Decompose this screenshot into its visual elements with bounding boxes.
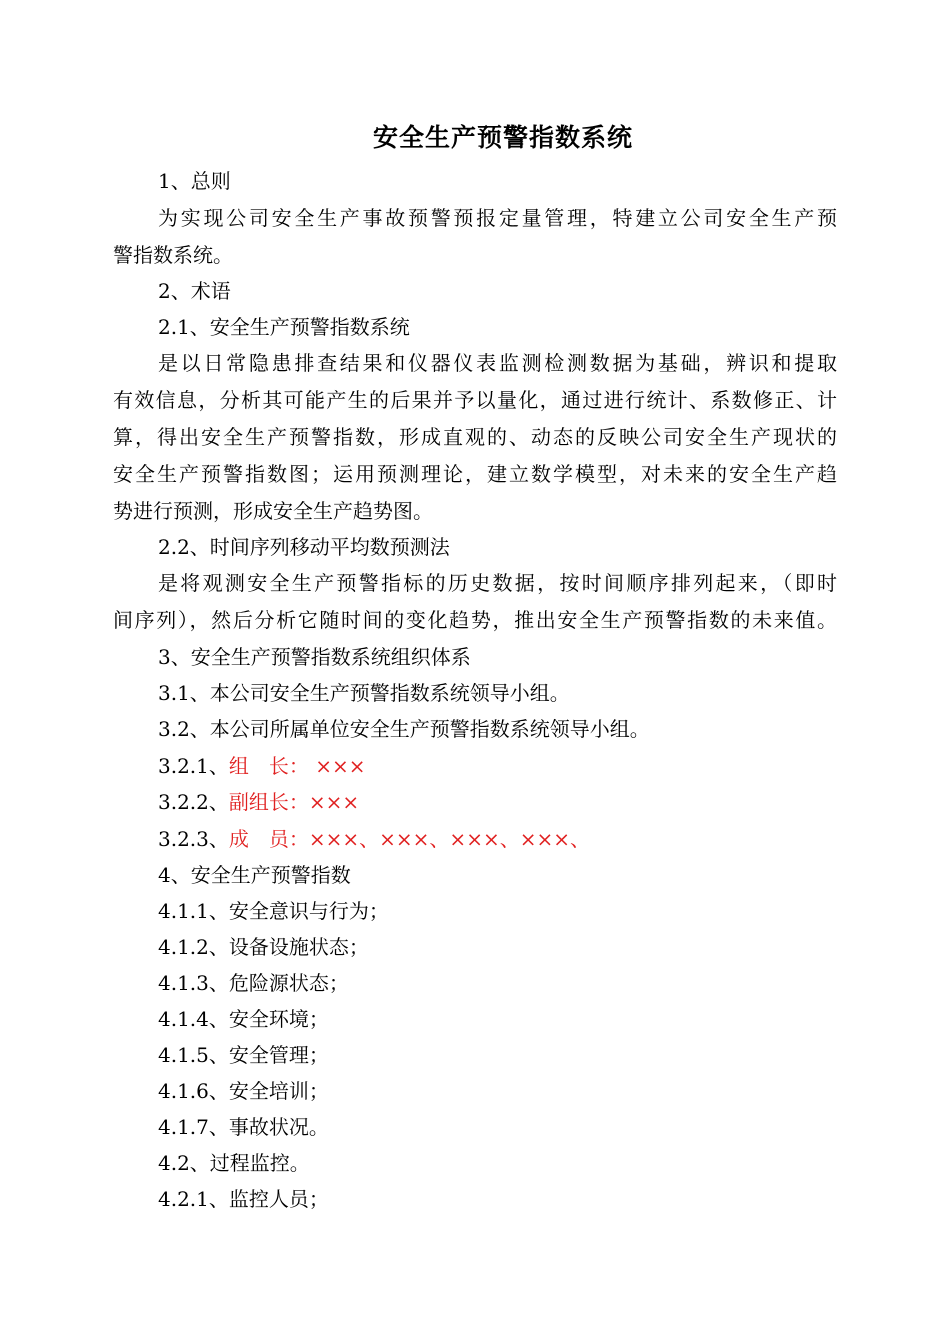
section-heading-organization: 3、安全生产预警指数系统组织体系 <box>158 645 471 669</box>
section-heading-terms: 2、术语 <box>158 279 231 303</box>
paragraph-line: 算，得出安全生产预警指数，形成直观的、动态的反映公司安全生产现状的 <box>113 425 837 449</box>
item-number: 3.2.3、 <box>158 827 229 851</box>
list-item: 4.1.7、事故状况。 <box>158 1115 329 1139</box>
leader-text: 组 长： ××× <box>228 754 366 778</box>
paragraph-line: 间序列），然后分析它随时间的变化趋势，推出安全生产预警指数的未来值。 <box>113 608 837 632</box>
list-item: 3.1、本公司安全生产预警指数系统领导小组。 <box>158 681 570 705</box>
item-number: 3.2.2、 <box>158 790 229 814</box>
paragraph-line: 是将观测安全生产预警指标的历史数据，按时间顺序排列起来，（即时 <box>158 571 837 595</box>
list-item: 4.1.5、安全管理； <box>158 1043 329 1067</box>
paragraph-line: 安全生产预警指数图；运用预测理论，建立数学模型，对未来的安全生产趋 <box>113 462 837 486</box>
paragraph-line: 有效信息，分析其可能产生的后果并予以量化，通过进行统计、系数修正、计 <box>113 388 837 412</box>
list-item: 4.2、过程监控。 <box>158 1151 310 1175</box>
paragraph-line: 为实现公司安全生产事故预警预报定量管理，特建立公司安全生产预 <box>158 206 837 230</box>
document-title: 安全生产预警指数系统 <box>372 123 633 152</box>
list-item: 4.1.4、安全环境； <box>158 1007 329 1031</box>
paragraph-line: 是以日常隐患排查结果和仪器仪表监测检测数据为基础，辨识和提取 <box>158 351 837 375</box>
list-item-leader <box>158 751 366 781</box>
section-heading-index: 4、安全生产预警指数 <box>158 863 351 887</box>
deputy-text: 副组长：××× <box>228 790 360 814</box>
list-item: 4.1.1、安全意识与行为； <box>158 899 389 923</box>
list-item: 4.1.3、危险源状态； <box>158 971 349 995</box>
list-item-deputy <box>158 787 359 817</box>
list-item-members <box>158 824 590 854</box>
paragraph-line: 势进行预测，形成安全生产趋势图。 <box>113 499 433 523</box>
subsection-heading: 2.2、时间序列移动平均数预测法 <box>158 535 450 559</box>
members-text: 成 员：×××、×××、×××、×××、 <box>228 827 590 851</box>
list-item: 4.2.1、监控人员； <box>158 1187 329 1211</box>
list-item: 3.2、本公司所属单位安全生产预警指数系统领导小组。 <box>158 717 650 741</box>
section-heading-general: 1、总则 <box>158 169 231 193</box>
item-number: 3.2.1、 <box>158 754 229 778</box>
list-item: 4.1.2、设备设施状态； <box>158 935 369 959</box>
subsection-heading: 2.1、安全生产预警指数系统 <box>158 315 410 339</box>
paragraph-line: 警指数系统。 <box>113 243 233 267</box>
list-item: 4.1.6、安全培训； <box>158 1079 329 1103</box>
